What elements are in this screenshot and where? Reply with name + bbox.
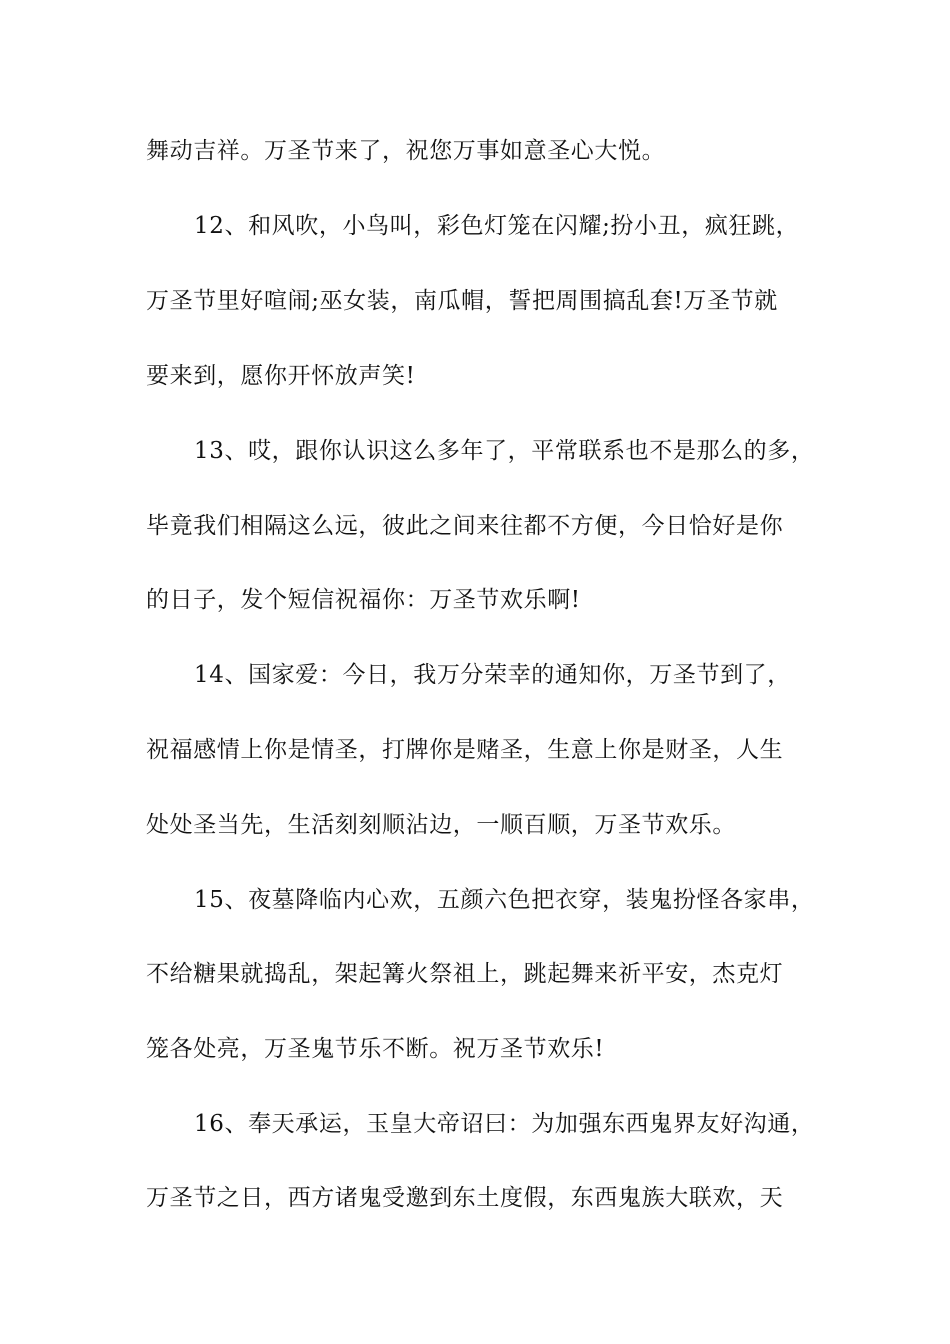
text-line: 笼各处亮，万圣鬼节乐不断。祝万圣节欢乐!: [146, 1036, 605, 1062]
text-line: 16、奉天承运，玉皇大帝诏曰：为加强东西鬼界友好沟通，: [194, 1111, 815, 1137]
text-line: 万圣节里好喧闹;巫女装，南瓜帽，誓把周围搞乱套!万圣节就: [146, 288, 778, 314]
text-line: 15、夜墓降临内心欢，五颜六色把衣穿，装鬼扮怪各家串，: [194, 887, 815, 913]
text-line: 不给糖果就捣乱，架起篝火祭祖上，跳起舞来祈平安，杰克灯: [146, 961, 784, 987]
text-line: 毕竟我们相隔这么远，彼此之间来往都不方便，今日恰好是你: [146, 513, 784, 539]
text-line: 处处圣当先，生活刻刻顺沾边，一顺百顺，万圣节欢乐。: [146, 812, 736, 838]
text-line: 14、国家爱：今日，我万分荣幸的通知你，万圣节到了，: [194, 662, 791, 688]
text-line: 祝福感情上你是情圣，打牌你是赌圣，生意上你是财圣，人生: [146, 737, 784, 763]
text-line: 万圣节之日，西方诸鬼受邀到东土度假，东西鬼族大联欢，天: [146, 1185, 784, 1211]
text-line: 13、哎，跟你认识这么多年了，平常联系也不是那么的多，: [194, 438, 815, 464]
text-line: 12、和风吹，小鸟叫，彩色灯笼在闪耀;扮小丑，疯狂跳，: [194, 213, 800, 239]
text-line: 舞动吉祥。万圣节来了，祝您万事如意圣心大悦。: [146, 138, 666, 164]
text-line: 的日子，发个短信祝福你：万圣节欢乐啊!: [146, 587, 581, 613]
text-line: 要来到，愿你开怀放声笑!: [146, 363, 416, 389]
